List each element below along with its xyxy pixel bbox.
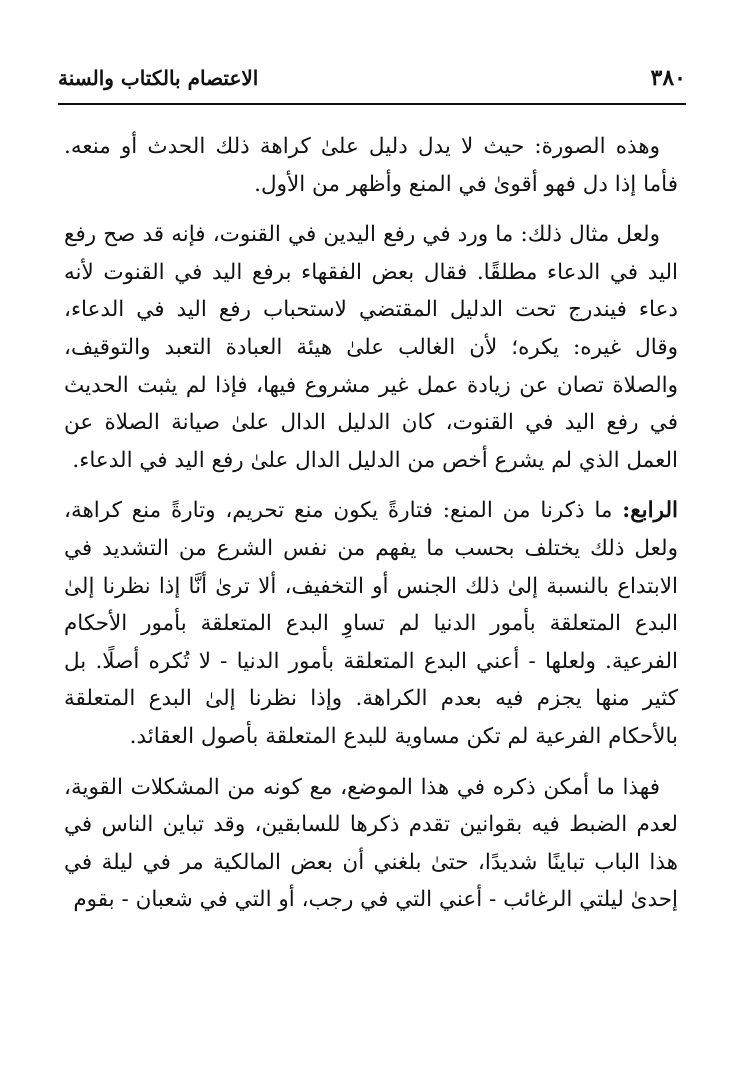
page-number: ٣٨٠ — [650, 65, 686, 91]
paragraph-4-text: فهذا ما أمكن ذكره في هذا الموضع، مع كونه من المشكلات القوية، لعدم الضبط فيه بقوانين تقدم ذكرها للسابقين، وقد تباين الناس في هذا الباب تباينًا شديدًا، حتىٰ بلغني أن بعض المالكية مر في ليلة في إحدىٰ ليلتي الرغائب - أعني التي في رجب، أو التي في شعبان - بقوم — [64, 774, 678, 913]
paragraph-2 — [64, 216, 678, 479]
paragraph-3 — [64, 492, 678, 755]
body-text — [64, 128, 678, 919]
paragraph-1 — [64, 128, 678, 203]
paragraph-3-lead: الرابع: — [622, 498, 678, 524]
paragraph-4 — [64, 769, 678, 919]
paragraph-3-text: ما ذكرنا من المنع: فتارةً يكون منع تحريم، وتارةً منع كراهة، ولعل ذلك يختلف بحسب ما يفهم من نفس الشرع من التشديد في الابتداع بالنسبة إلىٰ ذلك الجنس أو التخفيف، ألا ترىٰ أنَّا إذا نظرنا إلىٰ البدع المتعلقة بأمور الدنيا لم تساوِ البدع المتعلقة بأمور الأحكام الفرعية. ولعلها - أعني البدع المتعلقة بأمور الدنيا - لا تُكره أصلًا. بل كثير منها يجزم فيه بعدم الكراهة. وإذا نظرنا إلىٰ البدع المتعلقة بالأحكام الفرعية لم تكن مساوية للبدع المتعلقة بأصول العقائد. — [64, 498, 678, 749]
paragraph-2-text: ولعل مثال ذلك: ما ورد في رفع اليدين في القنوت، فإنه قد صح رفع اليد في الدعاء مطلقًا. فقال بعض الفقهاء برفع اليد في القنوت لأنه دعاء فيندرج تحت الدليل المقتضي لاستحباب رفع اليد في الدعاء، وقال غيره: يكره؛ لأن الغالب علىٰ هيئة العبادة التعبد والتوقيف، والصلاة تصان عن زيادة عمل غير مشروع فيها، فإذا لم يثبت الحديث في رفع اليد في القنوت، كان الدليل الدال علىٰ صيانة الصلاة عن العمل الذي لم يشرع أخص من الدليل الدال علىٰ رفع اليد في الدعاء. — [64, 222, 678, 473]
running-title: الاعتصام بالكتاب والسنة — [58, 66, 259, 90]
header-rule — [58, 103, 686, 105]
page-header — [58, 62, 686, 102]
paragraph-1-text: وهذه الصورة: حيث لا يدل دليل علىٰ كراهة ذلك الحدث أو منعه. فأما إذا دل فهو أقوىٰ في المنع وأظهر من الأول. — [64, 134, 678, 197]
